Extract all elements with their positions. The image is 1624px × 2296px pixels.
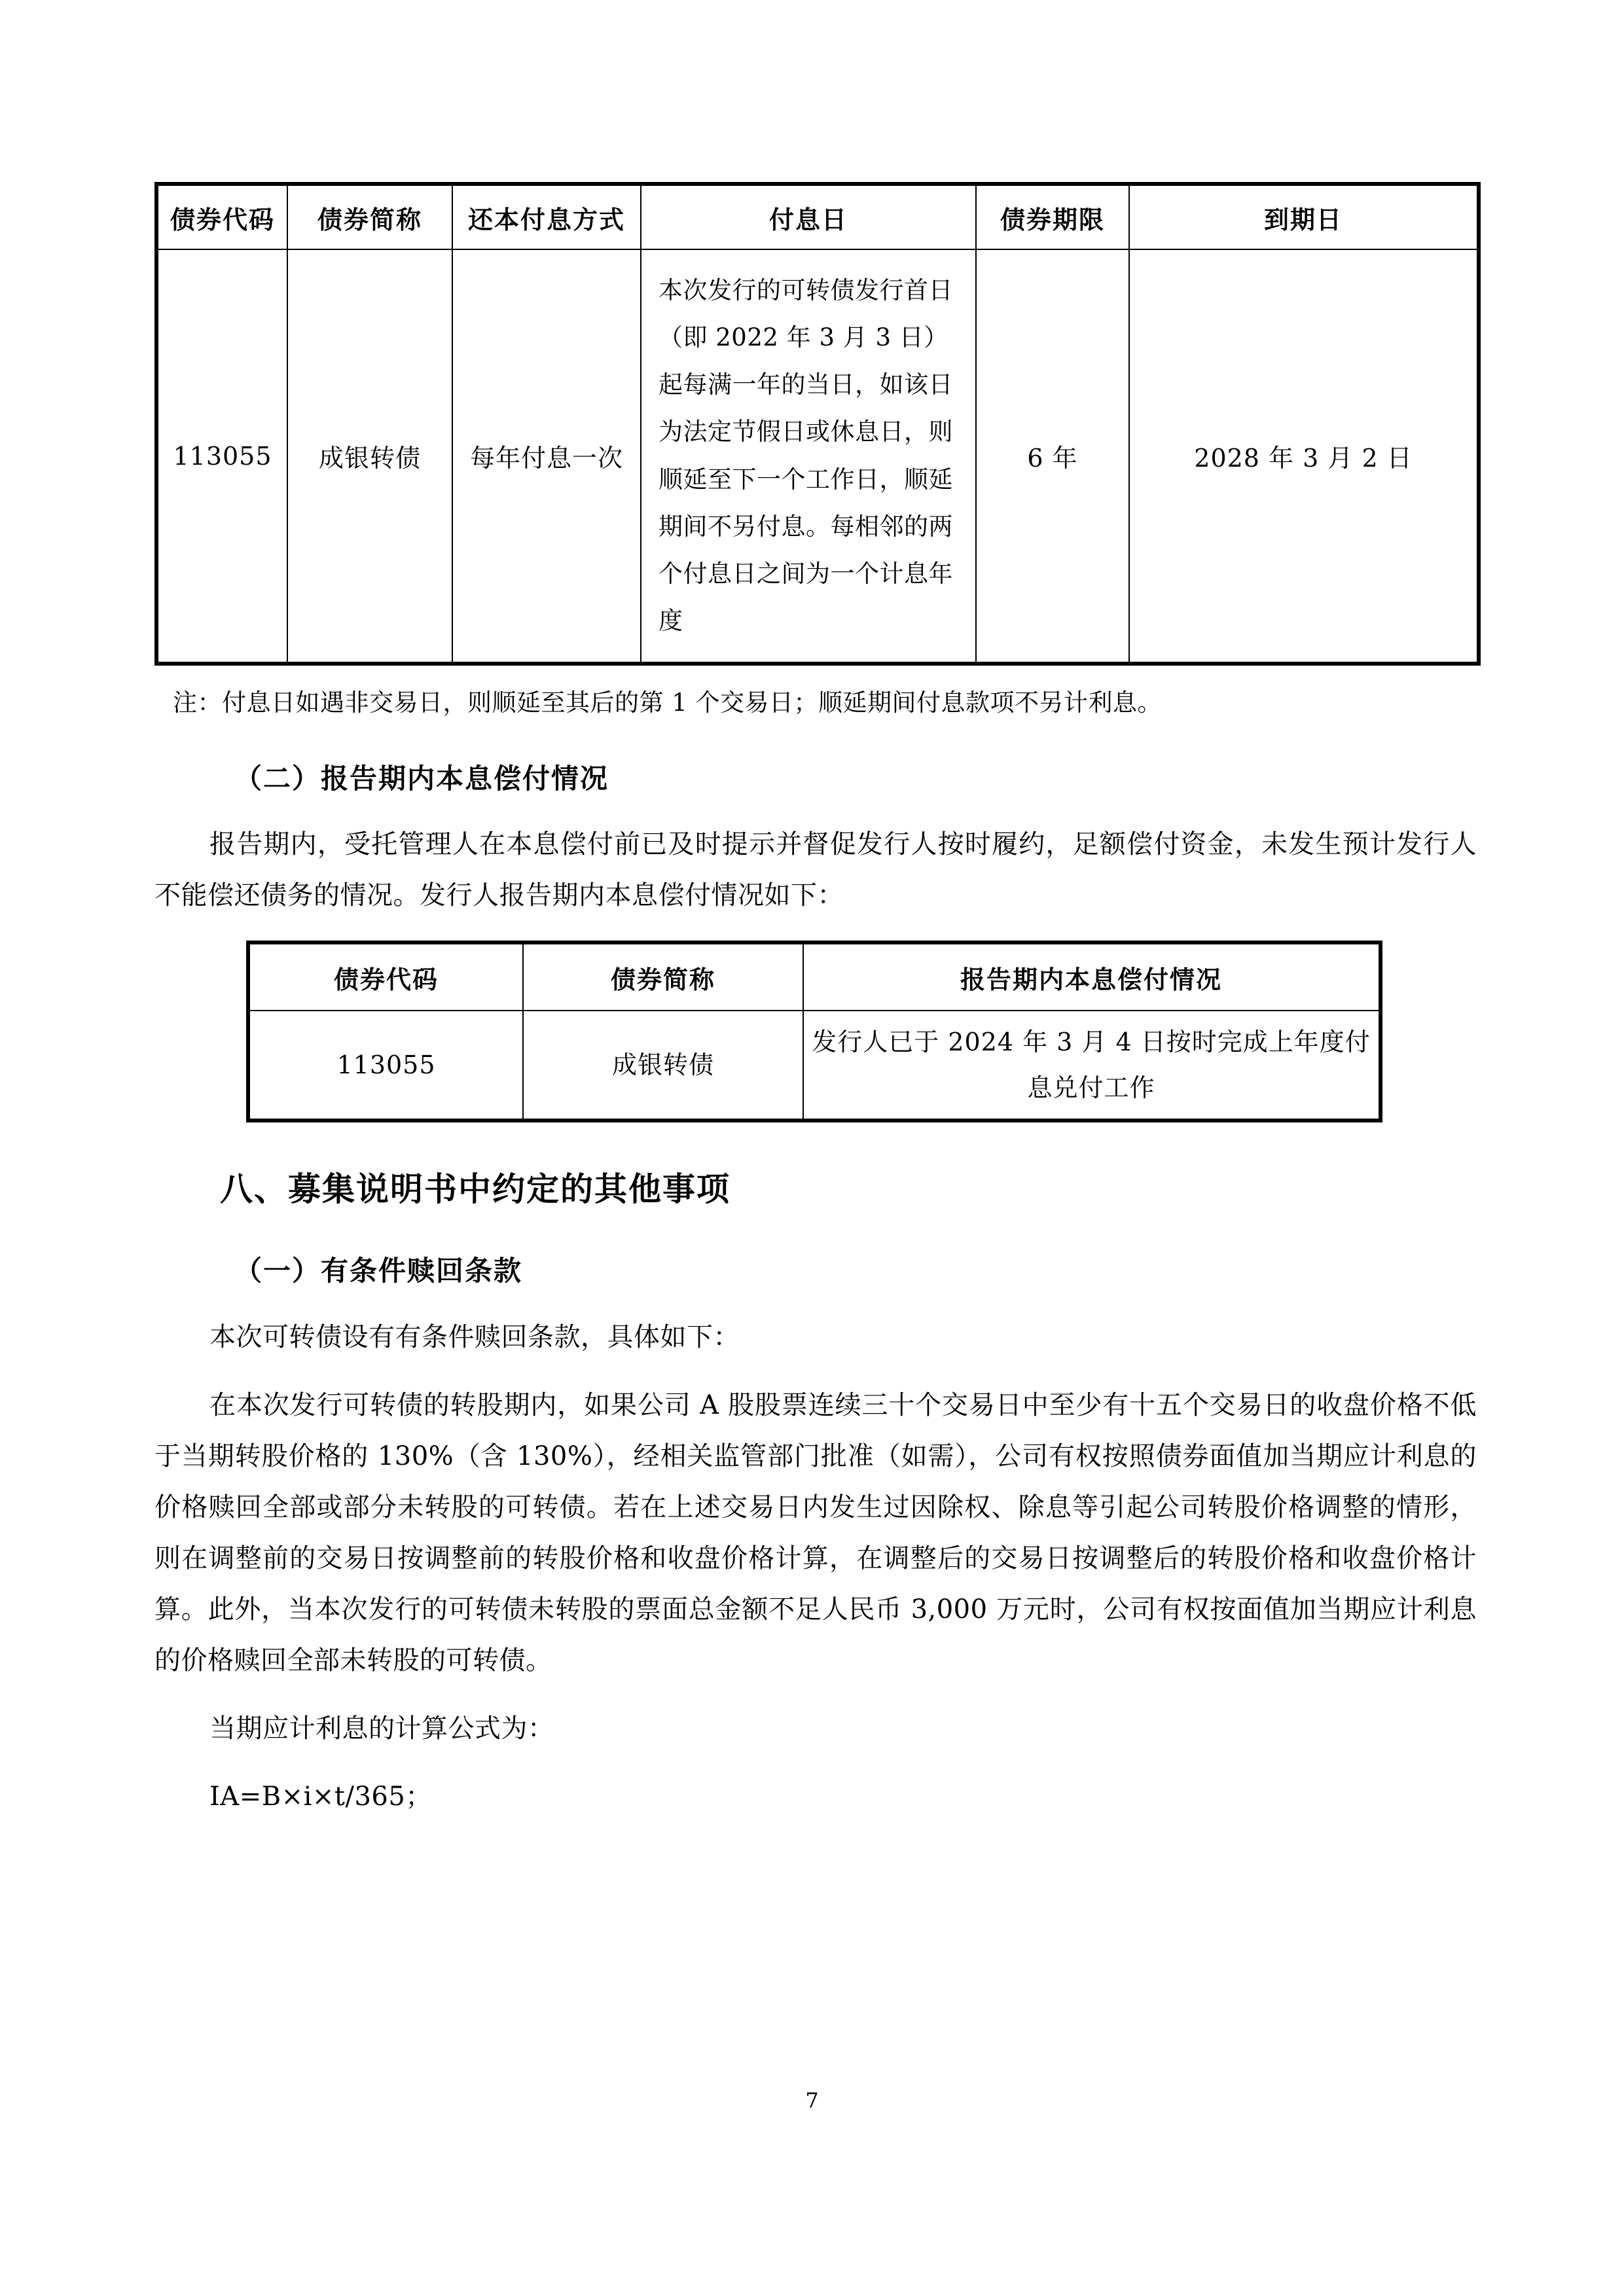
- page-number: 7: [805, 2088, 819, 2113]
- column-header-bond-term: 债券期限: [976, 184, 1129, 249]
- column-header-maturity-date: 到期日: [1129, 184, 1479, 249]
- bond-table-wrapper: [154, 182, 1477, 666]
- column-header-payment-date: 付息日: [641, 184, 976, 249]
- bond-info-table: [154, 182, 1481, 666]
- cell-bond-term: 6 年: [976, 249, 1129, 664]
- table-row: [248, 1011, 1380, 1121]
- page-content: [154, 0, 1477, 1822]
- cell-repayment-method: 每年付息一次: [452, 249, 641, 664]
- column-header-repayment-status: 报告期内本息偿付情况: [803, 942, 1380, 1011]
- cell-payment-date: 本次发行的可转债发行首日（即 2022 年 3 月 3 日）起每满一年的当日，如该日为法定节假日或休息日，则顺延至下一个工作日，顺延期间不另付息。每相邻的两个付息日之间为一个计息年度: [641, 249, 976, 664]
- cell-bond-abbr: 成银转债: [287, 249, 452, 664]
- column-header-bond-abbr: 债券简称: [287, 184, 452, 249]
- cell-bond-abbr: 成银转债: [523, 1011, 803, 1121]
- column-header-bond-code: 债券代码: [248, 942, 523, 1011]
- column-header-repayment-method: 还本付息方式: [452, 184, 641, 249]
- column-header-bond-abbr: 债券简称: [523, 942, 803, 1011]
- formula-intro: 当期应计利息的计算公式为：: [209, 1713, 554, 1744]
- column-header-bond-code: 债券代码: [156, 184, 287, 249]
- cell-repayment-status: 发行人已于 2024 年 3 月 4 日按时完成上年度付息兑付工作: [803, 1011, 1380, 1121]
- cell-bond-code: 113055: [156, 249, 287, 664]
- section-eight-heading: 八、募集说明书中约定的其他事项: [220, 1170, 731, 1209]
- cell-bond-code: 113055: [248, 1011, 523, 1121]
- table-row: [156, 249, 1479, 664]
- repayment-status-table: [246, 941, 1382, 1122]
- table-header-row: [248, 942, 1380, 1011]
- subsection-one-body: 在本次发行可转债的转股期内，如果公司 A 股股票连续三十个交易日中至少有十五个交易日的收盘价格不低于当期转股价格的 130%（含 130%），经相关监管部门批准（如需），公司有权按照债券面值加当期应计利息的价格赎回全部或部分未转股的可转债。若在上述交易日内发生过因除权、除息等引起公司转股价格调整的情形，则在调整前的交易日按调整前的转股价格和收盘价格计算，在调整后的交易日按调整后的转股价格和收盘价格计算。此外，当本次发行的可转债未转股的票面总金额不足人民币 3,000 万元时，公司有权按面值加当期应计利息的价格赎回全部未转股的可转债。: [154, 1390, 1477, 1676]
- repayment-table-wrapper: [246, 941, 1477, 1122]
- section-two-heading: （二）报告期内本息偿付情况: [234, 762, 609, 795]
- accrued-interest-formula: IA=B×i×t/365；: [209, 1781, 432, 1812]
- subsection-one-heading: （一）有条件赎回条款: [234, 1255, 523, 1287]
- section-two-paragraph: 报告期内，受托管理人在本息偿付前已及时提示并督促发行人按时履约，足额偿付资金，未发生预计发行人不能偿还债务的情况。发行人报告期内本息偿付情况如下：: [154, 829, 1477, 911]
- table-header-row: [156, 184, 1479, 249]
- subsection-one-intro: 本次可转债设有有条件赎回条款，具体如下：: [209, 1321, 740, 1352]
- bond-table-note: 注：付息日如遇非交易日，则顺延至其后的第 1 个交易日；顺延期间付息款项不另计利息。: [173, 689, 1163, 717]
- cell-maturity-date: 2028 年 3 月 2 日: [1129, 249, 1479, 664]
